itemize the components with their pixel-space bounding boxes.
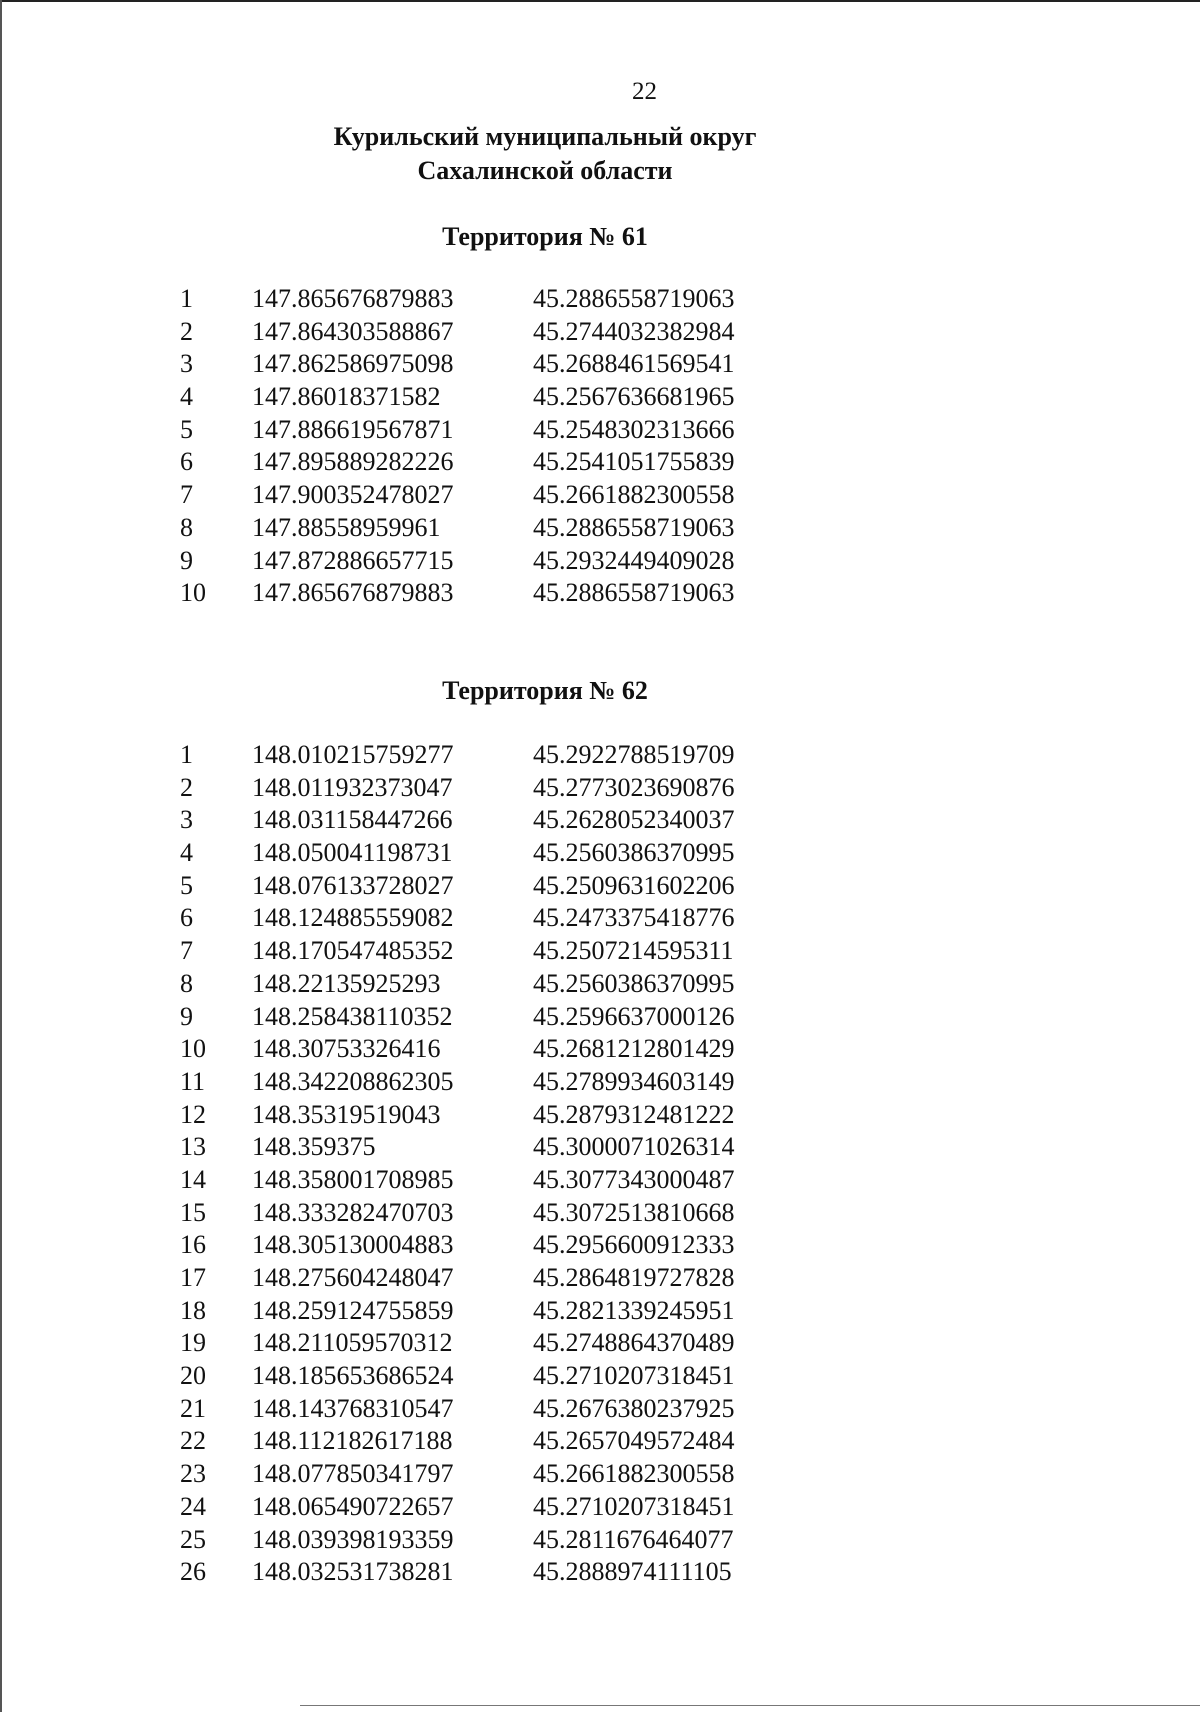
latitude-value: 45.2657049572484 — [533, 1426, 735, 1456]
longitude-value: 147.86018371582 — [252, 382, 441, 412]
table-row — [0, 1360, 1200, 1393]
point-number: 19 — [180, 1328, 206, 1358]
table-row — [0, 446, 1200, 479]
table-row — [0, 870, 1200, 903]
longitude-value: 147.864303588867 — [252, 316, 454, 346]
table-row — [0, 1556, 1200, 1589]
table-row — [0, 1295, 1200, 1328]
longitude-value: 147.865676879883 — [252, 284, 454, 313]
latitude-value: 45.3000071026314 — [533, 1132, 735, 1162]
table-row — [0, 1393, 1200, 1426]
longitude-value: 148.039398193359 — [252, 1524, 454, 1554]
point-number: 8 — [180, 968, 193, 998]
scan-edge-top — [0, 0, 1200, 2]
latitude-value: 45.2821339245951 — [533, 1295, 735, 1325]
point-number: 5 — [180, 414, 193, 444]
point-number: 26 — [180, 1557, 206, 1587]
table-row — [0, 1066, 1200, 1099]
latitude-value: 45.2773023690876 — [533, 772, 735, 802]
point-number: 9 — [180, 1001, 193, 1031]
longitude-value: 148.30753326416 — [252, 1034, 441, 1064]
latitude-value: 45.2661882300558 — [533, 1459, 735, 1489]
table-row — [0, 1164, 1200, 1197]
table-row — [0, 414, 1200, 447]
latitude-value: 45.2886558719063 — [533, 512, 735, 542]
point-number: 18 — [180, 1295, 206, 1325]
table-row — [0, 316, 1200, 349]
longitude-value: 147.900352478027 — [252, 480, 454, 510]
latitude-value: 45.2956600912333 — [533, 1230, 735, 1260]
longitude-value: 148.112182617188 — [252, 1426, 453, 1456]
table-row — [0, 1033, 1200, 1066]
latitude-value: 45.2886558719063 — [533, 284, 735, 313]
table-row — [0, 479, 1200, 512]
point-number: 7 — [180, 480, 193, 510]
table-row — [0, 739, 1200, 772]
latitude-value: 45.2688461569541 — [533, 349, 735, 379]
point-number: 10 — [180, 1034, 206, 1064]
point-number: 1 — [180, 284, 193, 313]
longitude-value: 148.077850341797 — [252, 1459, 454, 1489]
longitude-value: 147.886619567871 — [252, 414, 454, 444]
latitude-value: 45.2710207318451 — [533, 1361, 735, 1391]
longitude-value: 147.865676879883 — [252, 578, 454, 608]
longitude-value: 148.359375 — [252, 1132, 376, 1162]
table-row — [0, 902, 1200, 935]
latitude-value: 45.2864819727828 — [533, 1263, 735, 1292]
point-number: 17 — [180, 1263, 206, 1292]
document-heading — [0, 120, 1090, 188]
longitude-value: 148.211059570312 — [252, 1328, 453, 1358]
longitude-value: 148.35319519043 — [252, 1099, 441, 1129]
longitude-value: 148.258438110352 — [252, 1001, 453, 1031]
point-number: 22 — [180, 1426, 206, 1456]
latitude-value: 45.2507214595311 — [533, 936, 734, 966]
longitude-value: 148.22135925293 — [252, 968, 441, 998]
longitude-value: 148.124885559082 — [252, 903, 454, 933]
table-row — [0, 1458, 1200, 1491]
point-number: 3 — [180, 349, 193, 379]
latitude-value: 45.2681212801429 — [533, 1034, 735, 1064]
latitude-value: 45.2744032382984 — [533, 316, 735, 346]
longitude-value: 148.170547485352 — [252, 936, 454, 966]
point-number: 4 — [180, 838, 193, 868]
section-title-62: Территория № 62 — [442, 676, 648, 705]
latitude-value: 45.2879312481222 — [533, 1099, 735, 1129]
point-number: 2 — [180, 316, 193, 346]
table-row — [0, 545, 1200, 578]
latitude-value: 45.2567636681965 — [533, 382, 735, 412]
longitude-value: 147.88558959961 — [252, 512, 441, 542]
point-number: 6 — [180, 903, 193, 933]
table-row — [0, 577, 1200, 610]
latitude-value: 45.2922788519709 — [533, 740, 735, 769]
point-number: 3 — [180, 805, 193, 835]
latitude-value: 45.2811676464077 — [533, 1524, 734, 1554]
latitude-value: 45.3072513810668 — [533, 1197, 735, 1227]
table-row — [0, 1229, 1200, 1262]
page-number: 22 — [632, 78, 657, 105]
longitude-value: 148.358001708985 — [252, 1164, 454, 1194]
longitude-value: 148.143768310547 — [252, 1393, 454, 1423]
latitude-value: 45.2676380237925 — [533, 1393, 735, 1423]
latitude-value: 45.3077343000487 — [533, 1164, 735, 1194]
point-number: 24 — [180, 1491, 206, 1521]
latitude-value: 45.2473375418776 — [533, 903, 735, 933]
table-row — [0, 804, 1200, 837]
point-number: 5 — [180, 870, 193, 900]
longitude-value: 148.011932373047 — [252, 772, 453, 802]
longitude-value: 148.305130004883 — [252, 1230, 454, 1260]
point-number: 1 — [180, 740, 193, 769]
point-number: 9 — [180, 545, 193, 575]
latitude-value: 45.2596637000126 — [533, 1001, 735, 1031]
heading-line-1: Курильский муниципальный округ — [333, 122, 757, 151]
longitude-value: 148.065490722657 — [252, 1491, 454, 1521]
table-row — [0, 1131, 1200, 1164]
longitude-value: 148.342208862305 — [252, 1066, 454, 1096]
point-number: 14 — [180, 1164, 206, 1194]
longitude-value: 148.185653686524 — [252, 1361, 454, 1391]
longitude-value: 147.862586975098 — [252, 349, 454, 379]
table-row — [0, 1099, 1200, 1132]
latitude-value: 45.2789934603149 — [533, 1066, 735, 1096]
point-number: 11 — [180, 1066, 206, 1096]
point-number: 12 — [180, 1099, 206, 1129]
table-row — [0, 1001, 1200, 1034]
table-row — [0, 1197, 1200, 1230]
table-row — [0, 1491, 1200, 1524]
point-number: 7 — [180, 936, 193, 966]
point-number: 21 — [180, 1393, 206, 1423]
table-row — [0, 837, 1200, 870]
point-number: 4 — [180, 382, 193, 412]
point-number: 15 — [180, 1197, 206, 1227]
table-row — [0, 1425, 1200, 1458]
point-number: 25 — [180, 1524, 206, 1554]
point-number: 16 — [180, 1230, 206, 1260]
section-title-61: Территория № 61 — [442, 222, 648, 251]
longitude-value: 148.050041198731 — [252, 838, 453, 868]
longitude-value: 148.032531738281 — [252, 1557, 454, 1587]
table-row — [0, 1262, 1200, 1295]
table-row — [0, 1524, 1200, 1557]
heading-line-2: Сахалинской области — [417, 156, 673, 185]
latitude-value: 45.2888974111105 — [533, 1557, 732, 1587]
latitude-value: 45.2710207318451 — [533, 1491, 735, 1521]
latitude-value: 45.2628052340037 — [533, 805, 735, 835]
point-number: 2 — [180, 772, 193, 802]
point-number: 10 — [180, 578, 206, 608]
longitude-value: 148.031158447266 — [252, 805, 453, 835]
point-number: 23 — [180, 1459, 206, 1489]
longitude-value: 148.010215759277 — [252, 740, 454, 769]
table-row — [0, 772, 1200, 805]
coordinates-table-62 — [0, 739, 1200, 1589]
latitude-value: 45.2661882300558 — [533, 480, 735, 510]
table-row — [0, 283, 1200, 316]
latitude-value: 45.2748864370489 — [533, 1328, 735, 1358]
latitude-value: 45.2560386370995 — [533, 968, 735, 998]
table-row — [0, 512, 1200, 545]
point-number: 8 — [180, 512, 193, 542]
point-number: 20 — [180, 1361, 206, 1391]
latitude-value: 45.2560386370995 — [533, 838, 735, 868]
latitude-value: 45.2541051755839 — [533, 447, 735, 477]
table-row — [0, 968, 1200, 1001]
point-number: 13 — [180, 1132, 206, 1162]
latitude-value: 45.2932449409028 — [533, 545, 735, 575]
scan-edge-bottom — [300, 1705, 1200, 1706]
longitude-value: 148.333282470703 — [252, 1197, 454, 1227]
longitude-value: 148.076133728027 — [252, 870, 454, 900]
longitude-value: 147.872886657715 — [252, 545, 454, 575]
longitude-value: 148.259124755859 — [252, 1295, 454, 1325]
table-row — [0, 348, 1200, 381]
table-row — [0, 381, 1200, 414]
latitude-value: 45.2886558719063 — [533, 578, 735, 608]
longitude-value: 148.275604248047 — [252, 1263, 454, 1292]
coordinates-table-61 — [0, 283, 1200, 610]
point-number: 6 — [180, 447, 193, 477]
longitude-value: 147.895889282226 — [252, 447, 454, 477]
table-row — [0, 935, 1200, 968]
latitude-value: 45.2548302313666 — [533, 414, 735, 444]
latitude-value: 45.2509631602206 — [533, 870, 735, 900]
table-row — [0, 1327, 1200, 1360]
